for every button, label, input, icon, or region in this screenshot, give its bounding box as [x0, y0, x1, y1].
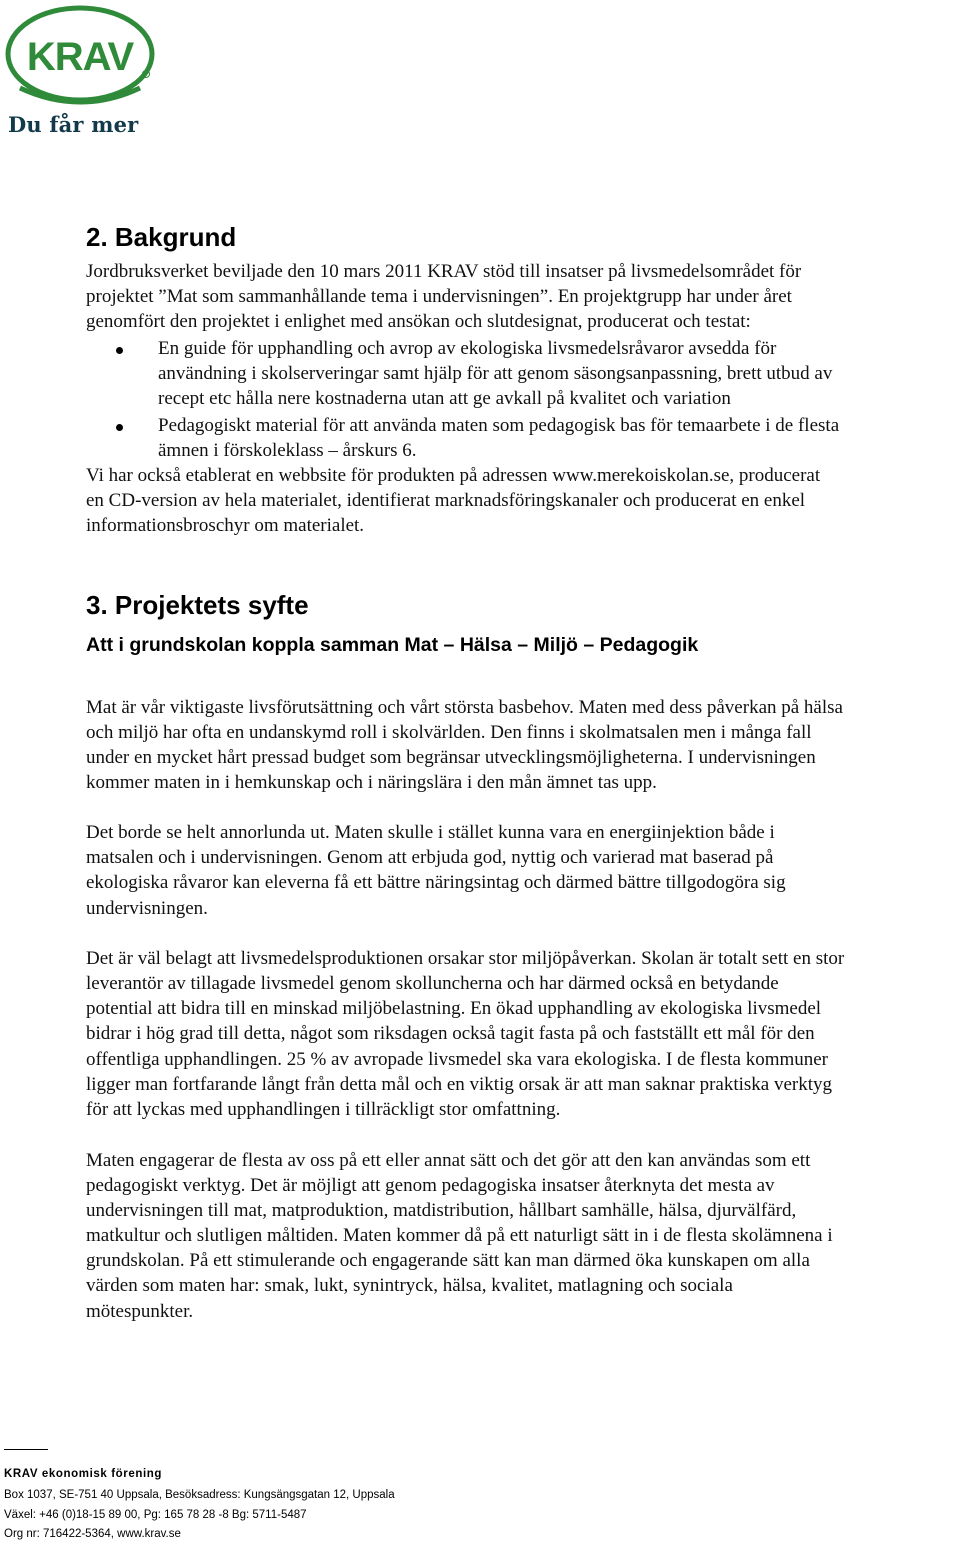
paragraph-line: Det är väl belagt att livsmedelsproduktionen orsakar stor miljöpåverkan. Skolan är totalt sett en stor: [86, 948, 845, 969]
paragraph-line: offentliga upphandlingen. 25 % av avropade livsmedel ska vara ekologiska. I de flesta kommuner: [86, 1049, 829, 1070]
footer-orgnr: Org nr: 716422-5364, www.krav.se: [4, 1528, 181, 1540]
list-item-line: recept etc hålla nere kostnaderna utan att ge avkall på kvalitet och variation: [158, 388, 731, 409]
section-subheading: Att i grundskolan koppla samman Mat – Hälsa – Miljö – Pedagogik: [86, 634, 699, 656]
paragraph-line: leverantör av tillagade livsmedel genom skolluncherna och har därmed också en betydande: [86, 973, 779, 994]
list-item-line: ämnen i förskoleklass – årskurs 6.: [158, 440, 417, 461]
bullet-icon: [116, 347, 123, 354]
section-heading-bakgrund: 2. Bakgrund: [86, 222, 237, 252]
paragraph-line: Vi har också etablerat en webbsite för produkten på adressen www.merekoiskolan.se, producerat: [86, 465, 821, 486]
paragraph-line: Det borde se helt annorlunda ut. Maten skulle i stället kunna vara en energiinjektion både i: [86, 822, 775, 843]
paragraph-line: undervisningen till mat, matproduktion, matdistribution, hållbart samhälle, hälsa, djurvälfärd,: [86, 1200, 797, 1221]
paragraph-line: värden som maten har: smak, lukt, synintryck, hälsa, kvalitet, matlagning och sociala: [86, 1275, 733, 1296]
paragraph-line: Mat är vår viktigaste livsförutsättning och vårt största basbehov. Maten med dess påverkan på hälsa: [86, 697, 843, 718]
paragraph-line: genomfört den projektet i enlighet med ansökan och slutdesignat, producerat och testat:: [86, 311, 751, 332]
paragraph-line: Jordbruksverket beviljade den 10 mars 2011 KRAV stöd till insatser på livsmedelsområdet för: [86, 261, 802, 282]
paragraph-line: under en mycket hårt pressad budget som begränsar utvecklingsmöjligheterna. I undervisningen: [86, 747, 816, 768]
paragraph-line: potential att bidra till en minskad miljöbelastning. En ökad upphandling av ekologiska livsmedel: [86, 998, 822, 1019]
section-heading-syfte: 3. Projektets syfte: [86, 590, 309, 620]
list-item-line: Pedagogiskt material för att använda maten som pedagogisk bas för temaarbete i de flesta: [158, 415, 840, 436]
bullet-icon: [116, 424, 123, 431]
paragraph-line: och miljö har ofta en undanskymd roll i skolvärlden. Den finns i skolmatsalen men i många fall: [86, 722, 812, 743]
paragraph-line: bidrar i hög grad till detta, något som riksdagen också tagit fasta på och fastställt ett mål för den: [86, 1023, 815, 1044]
logo-tagline: Du får mer: [8, 112, 139, 137]
paragraph-line: matsalen och i undervisningen. Genom att erbjuda god, nyttig och varierad mat baserad på: [86, 847, 774, 868]
paragraph-line: för att lyckas med upphandlingen i tillräckligt stor omfattning.: [86, 1099, 561, 1120]
paragraph-line: projektet ”Mat som sammanhållande tema i undervisningen”. En projektgrupp har under året: [86, 286, 792, 307]
footer-divider: [4, 1449, 48, 1450]
paragraph-line: matkultur och slutligen måltiden. Maten kommer då på ett naturligt sätt in i de flesta skolämnena i: [86, 1225, 833, 1246]
krav-logo: [4, 4, 156, 108]
list-item-line: En guide för upphandling och avrop av ekologiska livsmedelsråvaror avsedda för: [158, 338, 777, 359]
paragraph-line: grundskolan. På ett stimulerande och engagerande sätt kan man därmed öka kunskapen om alla: [86, 1250, 810, 1271]
paragraph-line: mötespunkter.: [86, 1301, 194, 1322]
footer-org: KRAV ekonomisk förening: [4, 1468, 162, 1480]
paragraph-line: ligger man fortfarande långt från detta mål och en viktig orsak är att man saknar praktiska verktyg: [86, 1074, 833, 1095]
footer-phone: Växel: +46 (0)18-15 89 00, Pg: 165 78 28 -8 Bg: 5711-5487: [4, 1509, 307, 1521]
list-item-line: användning i skolserveringar samt hjälp för att genom säsongsanpassning, brett utbud av: [158, 363, 833, 384]
paragraph-line: ekologiska råvaror kan eleverna få ett bättre näringsintag och därmed bättre tillgodogöra sig: [86, 872, 786, 893]
paragraph-line: informationsbroschyr om materialet.: [86, 515, 365, 536]
paragraph-line: undervisningen.: [86, 898, 208, 919]
paragraph-line: Maten engagerar de flesta av oss på ett eller annat sätt och det gör att den kan användas som ett: [86, 1150, 811, 1171]
footer-address: Box 1037, SE-751 40 Uppsala, Besöksadress: Kungsängsgatan 12, Uppsala: [4, 1489, 395, 1501]
paragraph-line: kommer maten in i hemkunskap och i näringslära i den mån ämnet tas upp.: [86, 772, 657, 793]
paragraph-line: en CD-version av hela materialet, identifierat marknadsföringskanaler och producerat en enkel: [86, 490, 806, 511]
logo-wordmark: KRAV: [26, 35, 134, 79]
paragraph-line: pedagogiskt verktyg. Det är möjligt att genom pedagogiska insatser återknyta det mesta av: [86, 1175, 775, 1196]
